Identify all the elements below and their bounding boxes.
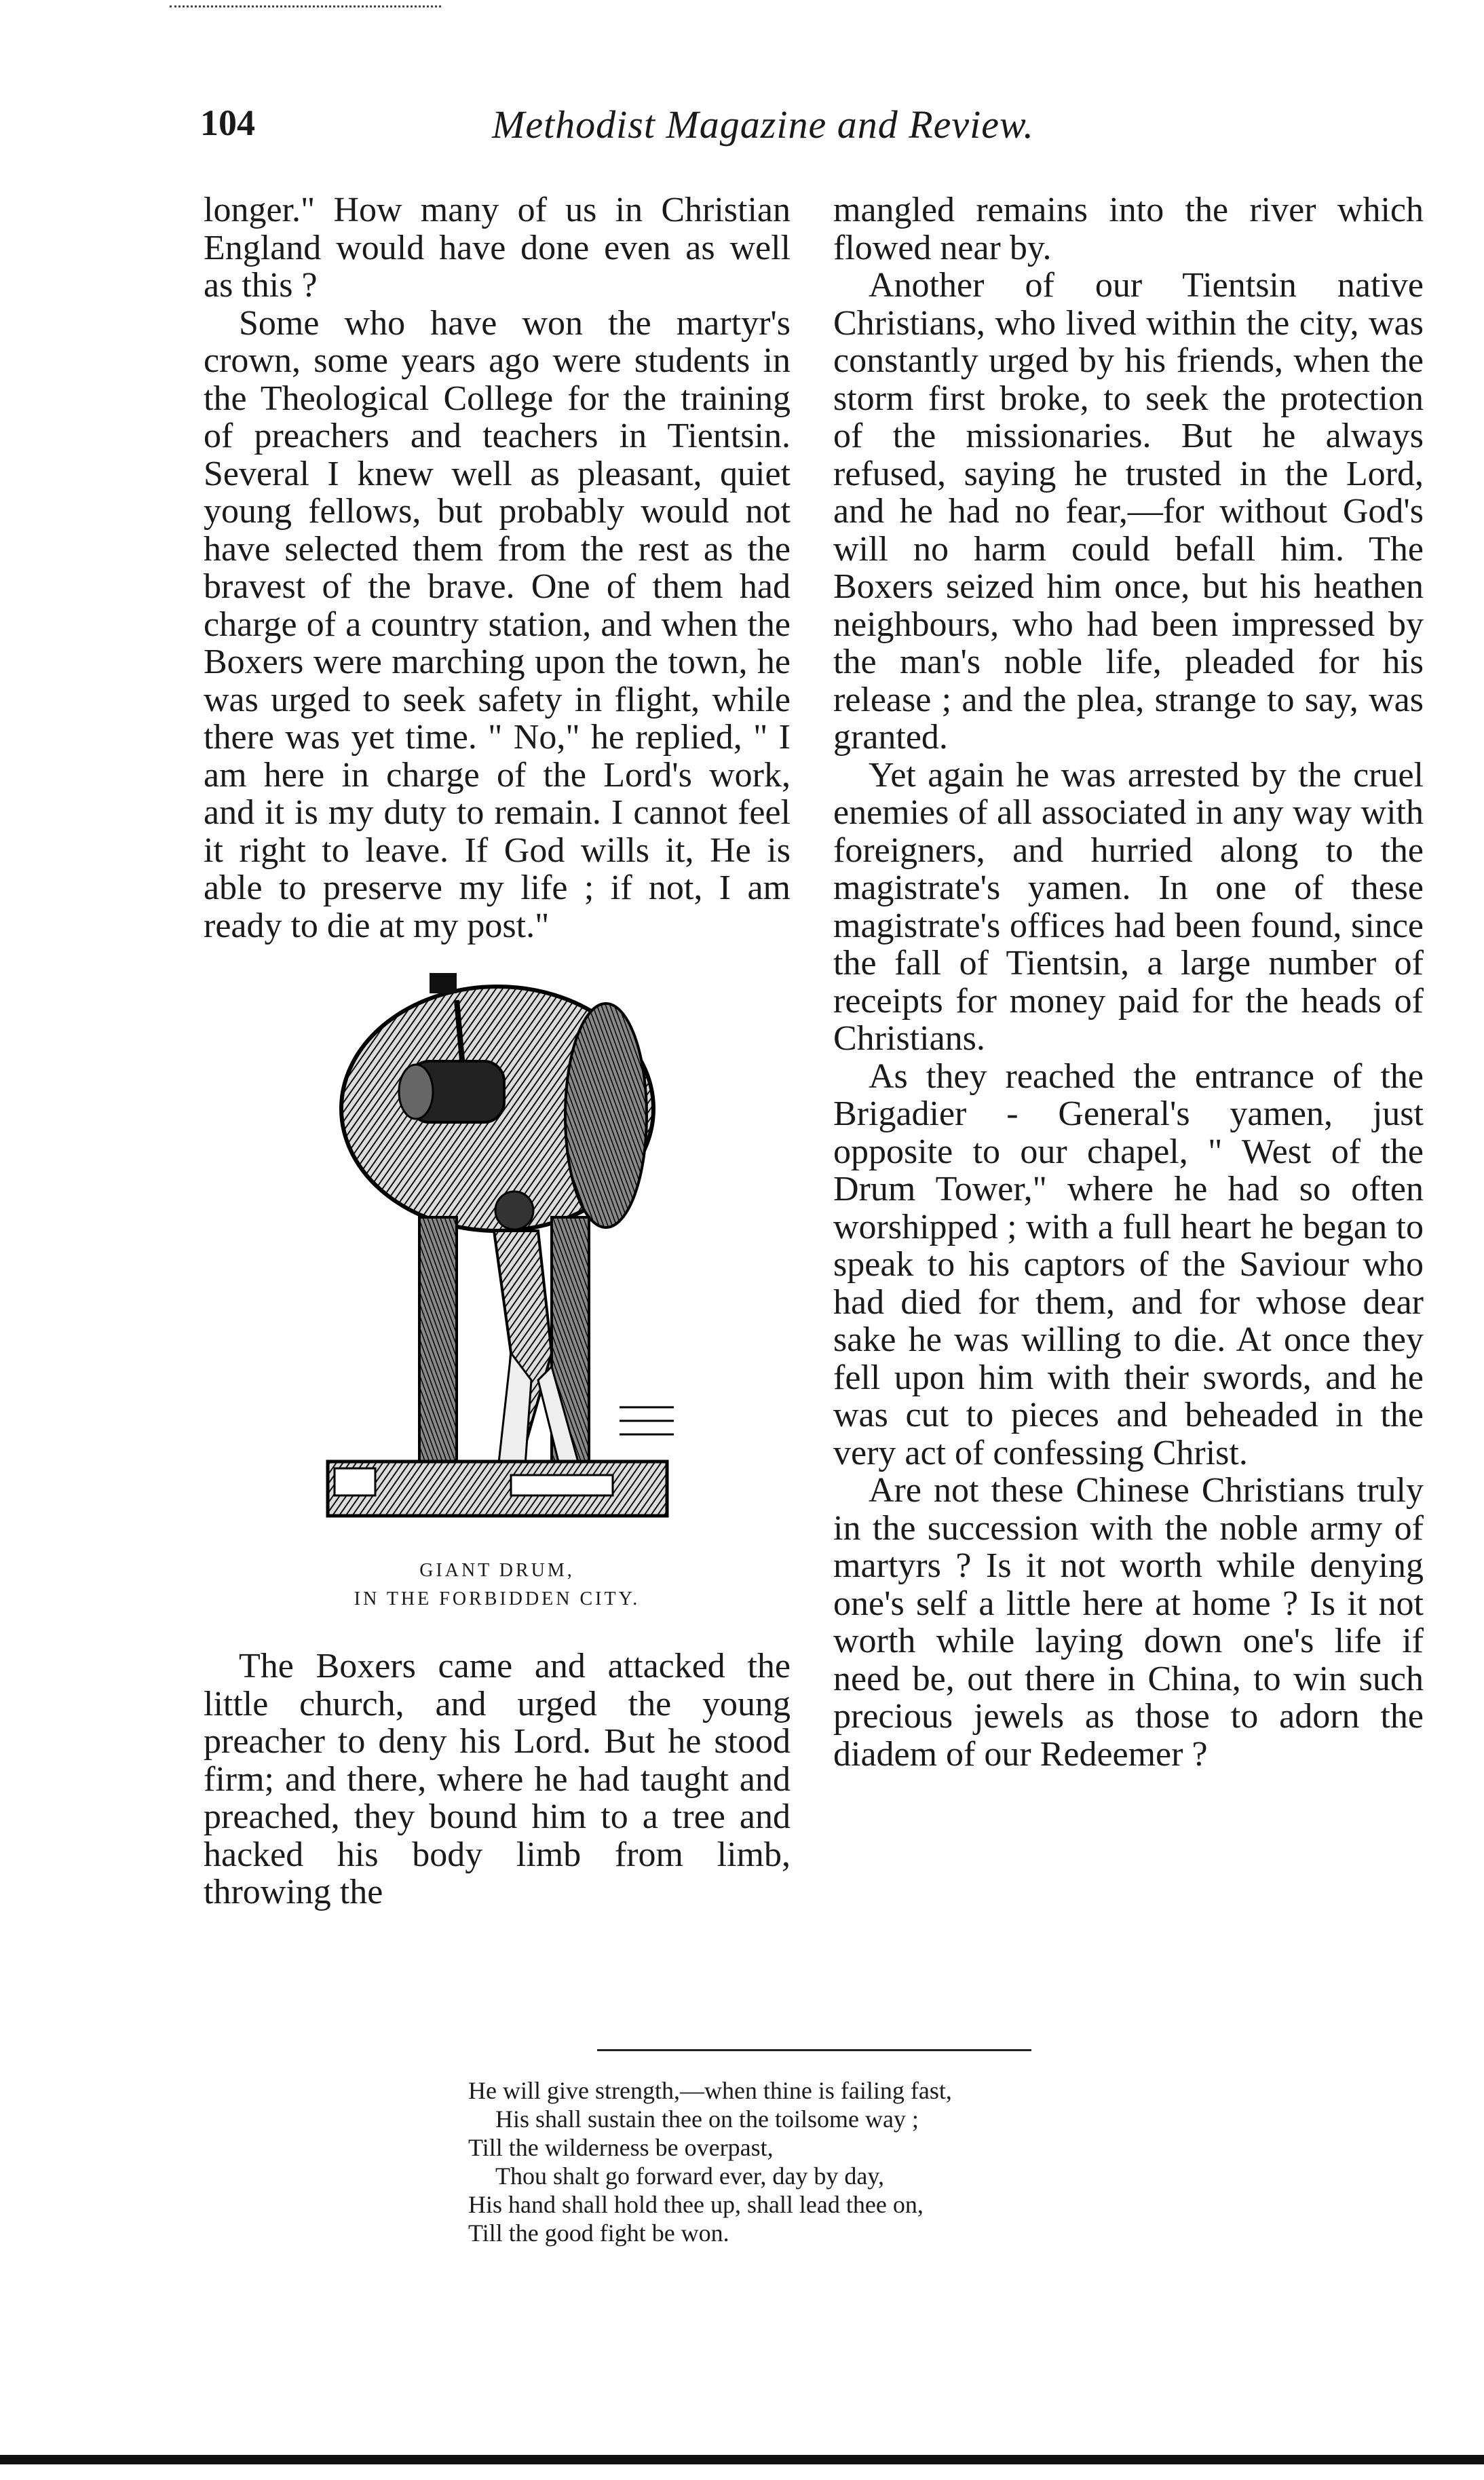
figure-giant-drum — [204, 973, 791, 1614]
paragraph: As they reached the entrance of the Brigadier - General's yamen, just opposite to our chapel, " West of the Drum Tower," where he had so often worshipped ; with a full heart he began to speak to his captors of the Saviour who had died for them, and for whose dear sake he was willing to die. At once they fell upon him with their swords, and he was cut to pieces and beheaded in the very act of confessing Christ. — [833, 1056, 1424, 1472]
paragraph: Another of our Tientsin native Christians, who lived within the city, was constantly urged by his friends, when the storm first broke, to seek the protection of the missionaries. But he always refused, saying he trusted in the Lord, and he had no fear,—for without God's will no harm could befall him. The Boxers seized him once, but his heathen neighbours, who had been impressed by the man's noble life, pleaded for his release ; and the plea, strange to say, was granted. — [833, 266, 1424, 757]
poem-line: Till the wilderness be overpast, — [468, 2134, 774, 2161]
caption-line: IN THE FORBIDDEN CITY. — [354, 1588, 641, 1609]
left-column — [204, 191, 791, 1911]
poem — [468, 2076, 1215, 2247]
paragraph: longer." How many of us in Christian England would have done even as well as this ? — [204, 191, 791, 305]
right-column — [833, 191, 1424, 1773]
poem-line: His shall sustain thee on the toilsome way ; — [495, 2105, 919, 2133]
figure-caption — [204, 1557, 791, 1614]
caption-line: GIANT DRUM, — [419, 1560, 575, 1581]
top-dotted-rule — [170, 5, 441, 7]
page-header — [200, 102, 1109, 163]
poem-line: He will give strength,—when thine is failing fast, — [468, 2077, 952, 2104]
page-number: 104 — [200, 102, 255, 143]
paragraph: Yet again he was arrested by the cruel enemies of all associated in any way with foreigners, and hurried along to the magistrate's yamen. In one of these magistrate's offices had been found, since the fall of Tientsin, a large number of receipts for money paid for the heads of Christians. — [833, 755, 1424, 1058]
giant-drum-illustration — [307, 973, 687, 1543]
running-title: Methodist Magazine and Review. — [492, 102, 1034, 147]
section-divider — [597, 2049, 1031, 2051]
bottom-rule — [0, 2455, 1484, 2464]
poem-line: Thou shalt go forward ever, day by day, — [495, 2162, 885, 2190]
paragraph: The Boxers came and attacked the little church, and urged the young preacher to deny his Lord. But he stood firm; and there, where he had taught and preached, they bound him to a tree and hacked his body limb from limb, throwing the — [204, 1647, 791, 1911]
poem-line: Till the good fight be won. — [468, 2219, 729, 2247]
paragraph: Some who have won the martyr's crown, some years ago were students in the Theological College for the training of preachers and teachers in Tientsin. Several I knew well as pleasant, quiet young fellows, but probably would not have selected them from the rest as the bravest of the brave. One of them had charge of a country station, and when the Boxers were marching upon the town, he was urged to seek safety in flight, while there was yet time. " No," he replied, " I am here in charge of the Lord's work, and it is my duty to remain. I cannot feel it right to leave. If God wills it, He is able to preserve my life ; if not, I am ready to die at my post." — [204, 303, 791, 945]
paragraph: mangled remains into the river which flowed near by. — [833, 191, 1424, 267]
poem-line: His hand shall hold thee up, shall lead thee on, — [468, 2191, 924, 2218]
paragraph: Are not these Chinese Christians truly in the succession with the noble army of martyrs ? Is it not worth while denying one's self a little here at home ? Is it not worth while laying down one's life if need be, out there in China, to win such precious jewels as those to adorn the diadem of our Redeemer ? — [833, 1471, 1424, 1774]
